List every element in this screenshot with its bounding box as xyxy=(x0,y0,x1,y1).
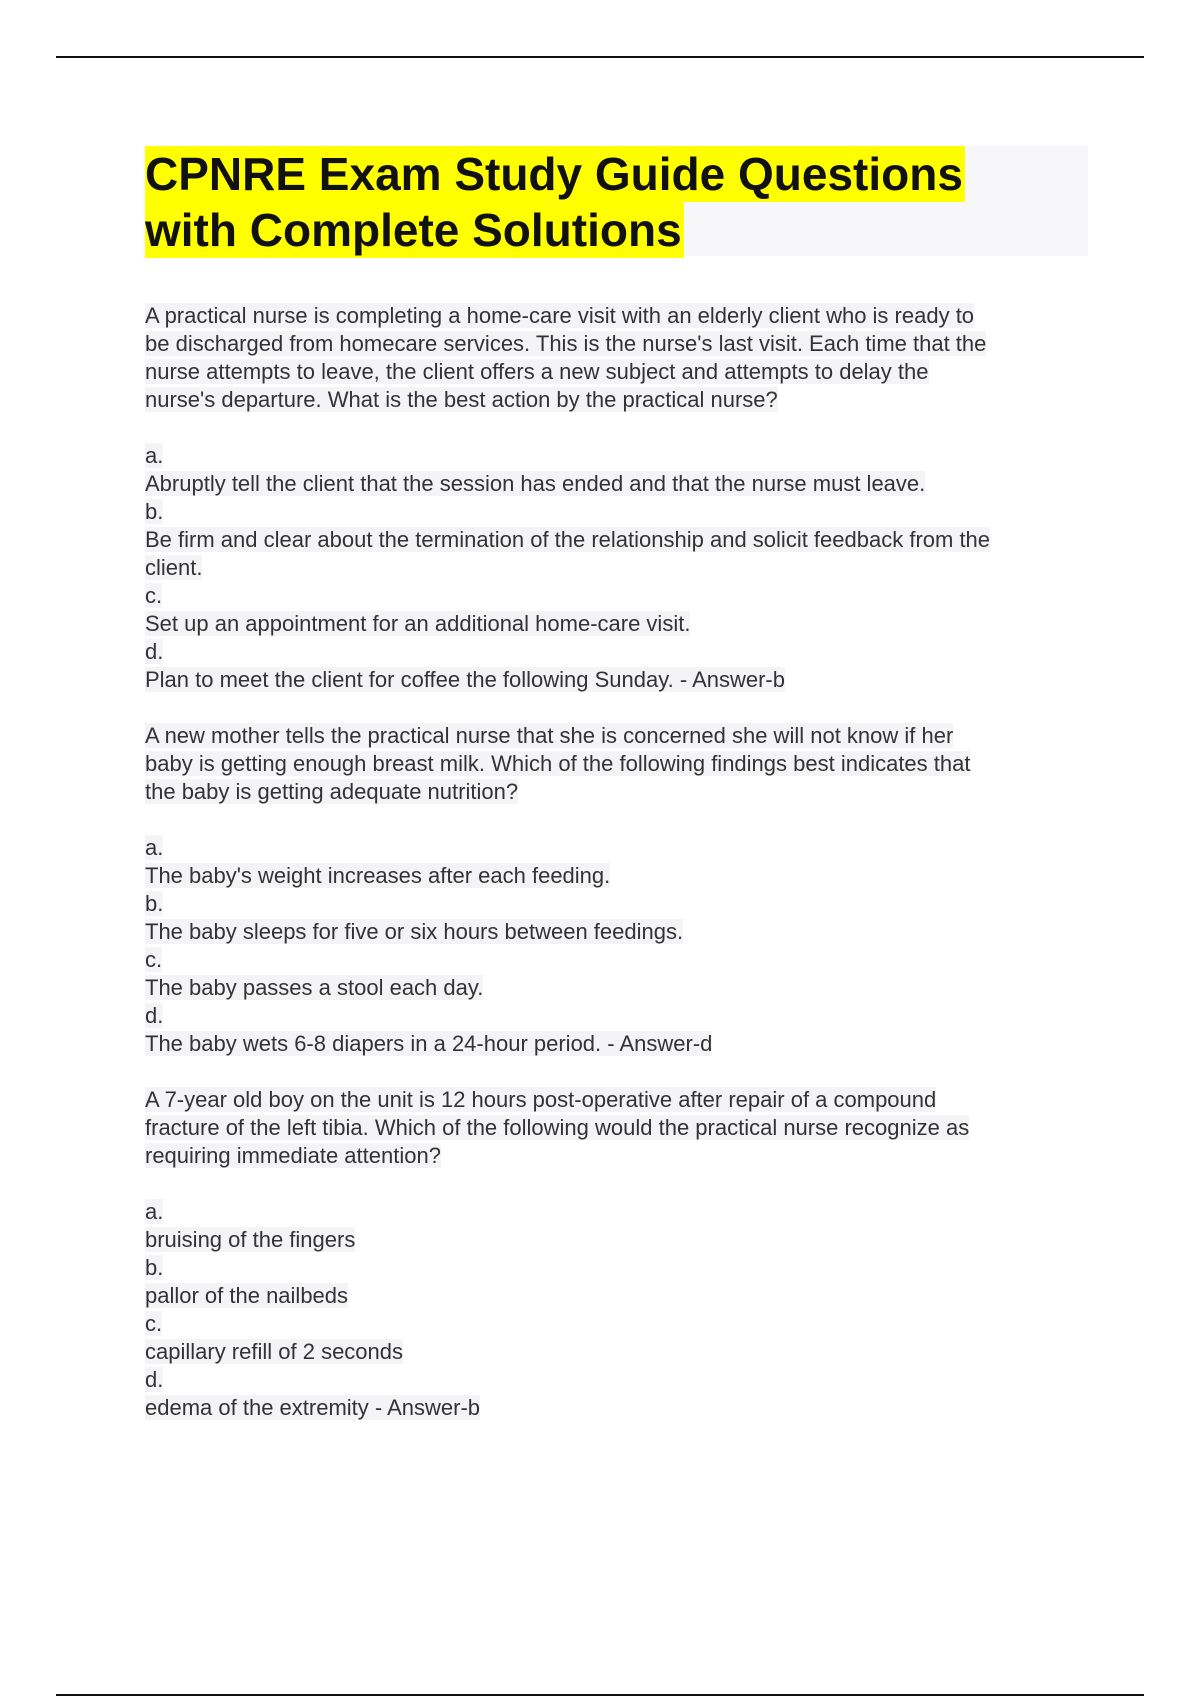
question-stem-line: fracture of the left tibia. Which of the following would the practical nurse recognize as xyxy=(145,1115,970,1140)
top-rule xyxy=(56,56,1144,58)
option-letter: b. xyxy=(145,499,164,524)
option-letter: a. xyxy=(145,835,164,860)
option-text: The baby's weight increases after each feeding. xyxy=(145,863,611,888)
option-text-with-answer: Plan to meet the client for coffee the following Sunday. - Answer-b xyxy=(145,667,785,692)
option-letter: d. xyxy=(145,1003,164,1028)
option-text: client. xyxy=(145,555,203,580)
question-stem-line: A new mother tells the practical nurse that she is concerned she will not know if her xyxy=(145,723,954,748)
document-title-line-2: with Complete Solutions xyxy=(145,204,682,256)
question-list xyxy=(145,302,1085,1450)
option-text: Be firm and clear about the termination of the relationship and solicit feedback from the xyxy=(145,527,991,552)
bottom-rule xyxy=(56,1694,1144,1696)
question-stem-line: be discharged from homecare services. This is the nurse's last visit. Each time that the xyxy=(145,331,987,356)
question-stem-line: the baby is getting adequate nutrition? xyxy=(145,779,519,804)
option-letter: b. xyxy=(145,891,164,916)
option-text: The baby sleeps for five or six hours between feedings. xyxy=(145,919,684,944)
option-text: capillary refill of 2 seconds xyxy=(145,1339,404,1364)
question-stem-line: requiring immediate attention? xyxy=(145,1143,441,1168)
question-stem-line: nurse attempts to leave, the client offers a new subject and attempts to delay the xyxy=(145,359,929,384)
question-stem-line: A practical nurse is completing a home-care visit with an elderly client who is ready to xyxy=(145,303,975,328)
option-text-with-answer: edema of the extremity - Answer-b xyxy=(145,1395,481,1420)
question-stem-line: A 7-year old boy on the unit is 12 hours post-operative after repair of a compound xyxy=(145,1087,937,1112)
option-letter: d. xyxy=(145,639,164,664)
option-letter: c. xyxy=(145,1311,163,1336)
option-letter: a. xyxy=(145,1199,164,1224)
option-text: Set up an appointment for an additional home-care visit. xyxy=(145,611,691,636)
option-letter: c. xyxy=(145,947,163,972)
document-title-line-1: CPNRE Exam Study Guide Questions xyxy=(145,148,963,200)
question-3 xyxy=(145,1086,1085,1422)
option-text: The baby passes a stool each day. xyxy=(145,975,484,1000)
option-text: pallor of the nailbeds xyxy=(145,1283,349,1308)
option-letter: c. xyxy=(145,583,163,608)
question-stem-line: nurse's departure. What is the best action by the practical nurse? xyxy=(145,387,778,412)
option-letter: a. xyxy=(145,443,164,468)
option-letter: d. xyxy=(145,1367,164,1392)
option-text: bruising of the fingers xyxy=(145,1227,356,1252)
question-2 xyxy=(145,722,1085,1058)
option-text: Abruptly tell the client that the session has ended and that the nurse must leave. xyxy=(145,471,926,496)
question-1 xyxy=(145,302,1085,694)
question-stem-line: baby is getting enough breast milk. Which of the following findings best indicates that xyxy=(145,751,971,776)
option-text-with-answer: The baby wets 6-8 diapers in a 24-hour period. - Answer-d xyxy=(145,1031,713,1056)
option-letter: b. xyxy=(145,1255,164,1280)
